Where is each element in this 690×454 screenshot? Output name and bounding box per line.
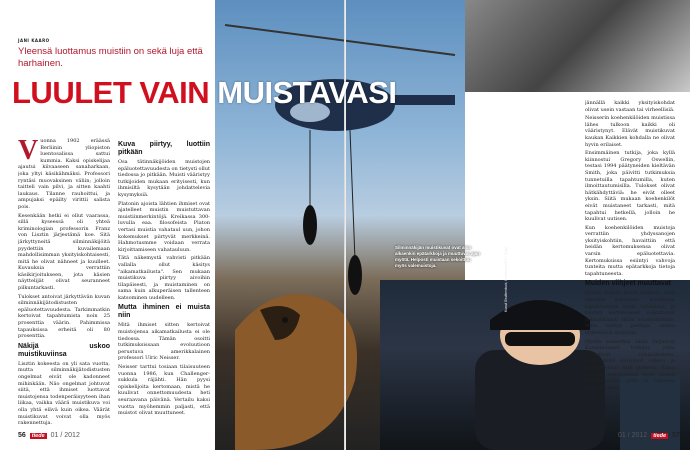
paragraph: Tulokset antoivat järkyttävän kuvan silminnäkijätodistusten epäluotettavuudesta. Tarkimmatkin kertoivat tapahtumista noin 25 prosenttia väärin. Pahimmissa tapauksissa erheitä oli 80 prosenttia. [18,293,110,340]
subheading: Näkijä uskoo muistikuviinsa [18,342,110,358]
paragraph: Mitä ihmiset sitten kertoivat muistojensa aikamatkailusta ei ole tiedossa. Tämän osoitti tutkimuksissaan evoluutioon perustuva amerikkalainen professori Ulric Neisser. [118,322,210,362]
magazine-logo: tiede [653,432,667,439]
subheading: Kuva piirtyy, luottiin pitkään [118,141,210,156]
photo-credit: Kuvat Shutterstock, Lehtikuva/AFP / Tanja [504,246,508,312]
drop-cap: V [18,138,39,166]
paragraph: uonna 1902 eräässä Berliinin yliopiston luentosalissa sattui kummia. Kaksi opiskelijaa ajautui kiivaaseen sanaharkaan, joka yltyi käsikähmäksi. Professori ryntäsi muovaksinen väliin; jolloin taitteli vain pilvi, ja sitten kaahti laukaus. Tilanne rauhoittui, ja ampujaksi epäilty virittii salista pois. [18,138,110,210]
paragraph: Neisser tarttui tosiaan tilaisuuteen vuonna 1986, kun Challenger-sukkula räjähti. Hän pyysi opiskelijoita kertomaan, mistä he kuulivat onnettomuudesta heti seuraavana päivänä. Vertailu kaksi vuotta myöhemmin paljasti, että muistot olivat muuttuneet. [118,364,210,417]
author-byline: JANI KAARO [18,38,50,43]
article-lead: Yleensä luottamus muistiin on sekä luja että harhainen. [18,46,203,69]
photo-caption: Silminnäkijän muistikuvat ovat alun alkaenkin epätarkkoja ja muuttuvat ajan myötä. Helposti muistaan sekoittuu myös valemuistoja. [395,245,481,268]
page-spine [344,0,346,450]
paragraph: Lisztin kokeesta on yli sata vuotta, mutta silminnäkijätodistusten ongelmat eivät ole kadonneet mihinkään. Näo ongelmat johtuvat siitä, että ihmiset luottavat muistojensa todenperäisyyteen ihan liikaa, vaikka väärä muistikuva voi olla yhtä elävä kuin oikea. Väärät muistikuvat voivat olla myös rakennettuja. [18,360,110,426]
paragraph: Tätä näkemystä vahvisti pitkään vallalla ollut käsitys "aikamatkailusta". Sen mukaan muistikuva piirtyy aivoihin tilapäisesti, ja muistaminen on sama kuin alkuperäisen tallenteen katsominen uudelleen. [118,255,210,301]
magazine-logo: tiede [31,432,45,439]
paragraph: Kun koehenkilöiden muistoja verrattiin yhdyssanojen yksityiskohtiin, havaittiin että heidän kertomuksensa olivat varsin epäluotettavia. Kertomuksissa esiintyi vahvoja tunteita mutta epätarkkoja tietoja tapahtuneesta. [585,224,675,277]
issue-number: 01 / 2012 [50,432,80,439]
left-column-1 [18,138,110,426]
paragraph: Neisserin koehenkilöiden muistissa lähes tulkoon kaikki oli vääristynyt. Elävät muistikuvat kaukan Kaikkien kohdalla ne olivat hyvin erilaiset. [585,115,675,148]
subheading: Muiden viihjeet muuttavat [585,280,671,288]
paragraph: Emme muista kovin tarkasti, mitä olemme kokeneet. Kuulimme tapahtumista usein ryhmässä, ja toisten kertomukset vaikuttavat voimakkaasti omiin muistoihimme. Näin syntyy jaettuja, mutta virheellisiä muistoja. [585,290,675,336]
paragraph: Platonin ajoista lähtien ihmiset ovat ajatelleet muistin muistuttavan muistiinmerkintöjä. Kreikassa 300-luvulla eaa. filosofeista Platon vertasi muistia vahataul uun, johon kokemukset piirtyvät merkkeinä. Hahmotusmme voidaan verrata kirjoittamiseen vahatauluun. [118,200,210,253]
page-number: 57 [672,432,680,439]
headline-part-red: LUULET VAIN [12,75,210,110]
right-column [585,100,675,426]
headline-part-white: MUISTAVASI [217,75,397,110]
police-arrest-photo [465,0,690,92]
article-headline [12,76,397,110]
folio-right [618,432,680,439]
subheading: Mutta ihminen ei muista niin [118,304,210,320]
paragraph: Osa tätinnäkijöiden muistojen epäluotettavuudesta on tietysti ollut tiedossa jo pitkään. Muisti vääristyy tutkijoiden mukaan erityisesti, kun ihmisiltä kysytään johdattelevia kysymyksiä. [118,159,210,198]
paragraph: jännällä kaikki yksityiskohdat olivat usein vastaan tai virheellisiä. [585,100,675,113]
paragraph: Ensimmäinen tutkija, joka kyllä kiinnostui Gregory Oswellin, testasi 1994 päätyneiden kieltävän Smith, joka päivitti tutkimuksia tunnetuilla tapahtumilla, kuten ilmoittautumisilla. Tulokset olivat hätkähdyttäviä: he eivät olleet yksin. Siitä mukaan koehenkilöt eivät muistaneet tarkasti, mitä tapahtui hetkellä, jolloin he kuulivat uutisen. [585,150,675,223]
left-column-2 [118,138,210,426]
paragraph: Kesenkään hetki ei ollut vaarassa, sillä kyseessä oli yhteä kriminologian professorin Franz von Lisztin järjestämä koe. Sitä järkyttyneitä silminnäkijöitä pyydettiin kuvailemaan mahdollisimman yksityiskohtaisesti, mitä he olivat nähneet ja kuulleet. Kuvauksia verrattiin käsikirjoitukseen, jota käsien näyttelijät olivat seuranneet pilkuntarkasti. [18,212,110,292]
page-number: 56 [18,432,26,439]
folio-left [18,432,80,439]
paragraph: Hyvän esimerkin tästä tarjoavat Kanada-laiset tutkijat, jotka järjestivät ryhmäkokeen. Koehenkilöt katsoivat videon ja keskustelivat siitä yhdessä. Kaksi viikkoa myöhemmin moni muisti yksityiskohtia, joita ei videossa ollut lainkaan. [585,338,675,391]
issue-number: 01 / 2012 [618,432,648,439]
